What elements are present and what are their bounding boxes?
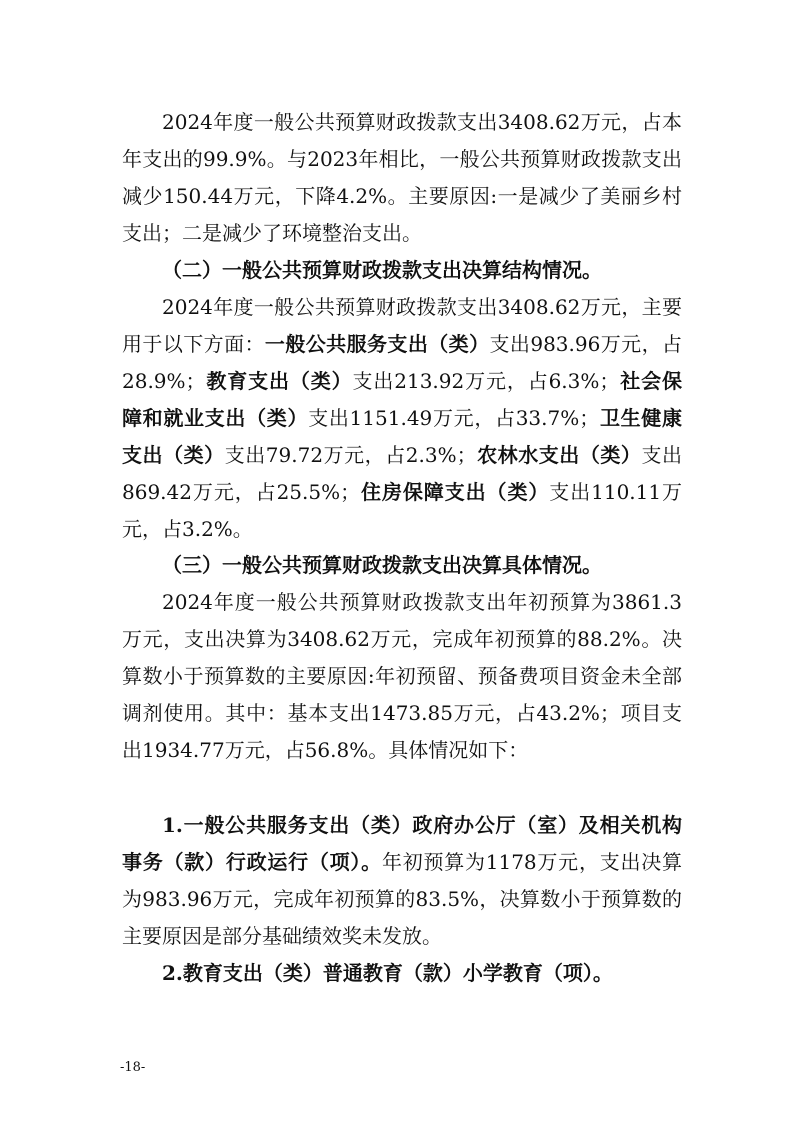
paragraph-expenditure-structure <box>122 289 682 548</box>
paragraph-item-2 <box>122 955 682 992</box>
category-general-public-services-amount: 支出983.96万元，占28.9%； <box>122 332 682 393</box>
page-number: -18- <box>120 1060 146 1075</box>
category-health-amount: 支出79.72万元，占2.3%； <box>224 443 477 467</box>
category-education: 教育支出（类） <box>205 369 353 393</box>
category-housing: 住房保障支出（类） <box>360 480 550 504</box>
item-1-text: 年初预算为1178万元，支出决算为983.96万元，完成年初预算的83.5%，决算数小于预算数的主要原因是部分基础绩效奖未发放。 <box>122 850 683 948</box>
category-health: 卫生健康支出（类） <box>122 406 682 467</box>
category-social-security-amount: 支出1151.49万元，占33.7%； <box>308 406 600 430</box>
paragraph-expenditure-overview: 2024年度一般公共预算财政拨款支出3408.62万元，占本年支出的99.9%。与2023年相比，一般公共预算财政拨款支出减少150.44万元，下降4.2%。主要原因:一是减少了美丽乡村支出；二是减少了环境整治支出。 <box>122 110 682 245</box>
paragraph-item-1 <box>122 807 682 955</box>
category-education-amount: 支出213.92万元，占6.3%； <box>352 369 620 393</box>
category-agriculture: 农林水支出（类） <box>476 443 642 467</box>
section-heading-details: （三）一般公共预算财政拨款支出决算具体情况。 <box>162 553 602 577</box>
category-housing-amount: 支出110.11万元，占3.2%。 <box>122 480 683 541</box>
category-agriculture-amount: 支出869.42万元，占25.5%； <box>122 443 683 504</box>
structure-intro: 2024年度一般公共预算财政拨款支出3408.62万元，主要用于以下方面： <box>122 295 682 356</box>
section-heading-structure: （二）一般公共预算财政拨款支出决算结构情况。 <box>162 258 602 282</box>
category-social-security: 社会保障和就业支出（类） <box>122 369 683 430</box>
paragraph-expenditure-details: 2024年度一般公共预算财政拨款支出年初预算为3861.3万元，支出决算为3408.62万元，完成年初预算的88.2%。决算数小于预算数的主要原因:年初预留、预备费项目资金未全部调剂使用。其中：基本支出1473.85万元，占43.2%；项目支出1934.77万元，占56.8%。具体情况如下： <box>122 590 682 762</box>
item-2-title: 2.教育支出（类）普通教育（款）小学教育（项）。 <box>162 961 613 985</box>
category-general-public-services: 一般公共服务支出（类） <box>264 332 490 356</box>
item-1-title: 1.一般公共服务支出（类）政府办公厅（室）及相关机构事务（款）行政运行（项）。 <box>122 813 682 874</box>
